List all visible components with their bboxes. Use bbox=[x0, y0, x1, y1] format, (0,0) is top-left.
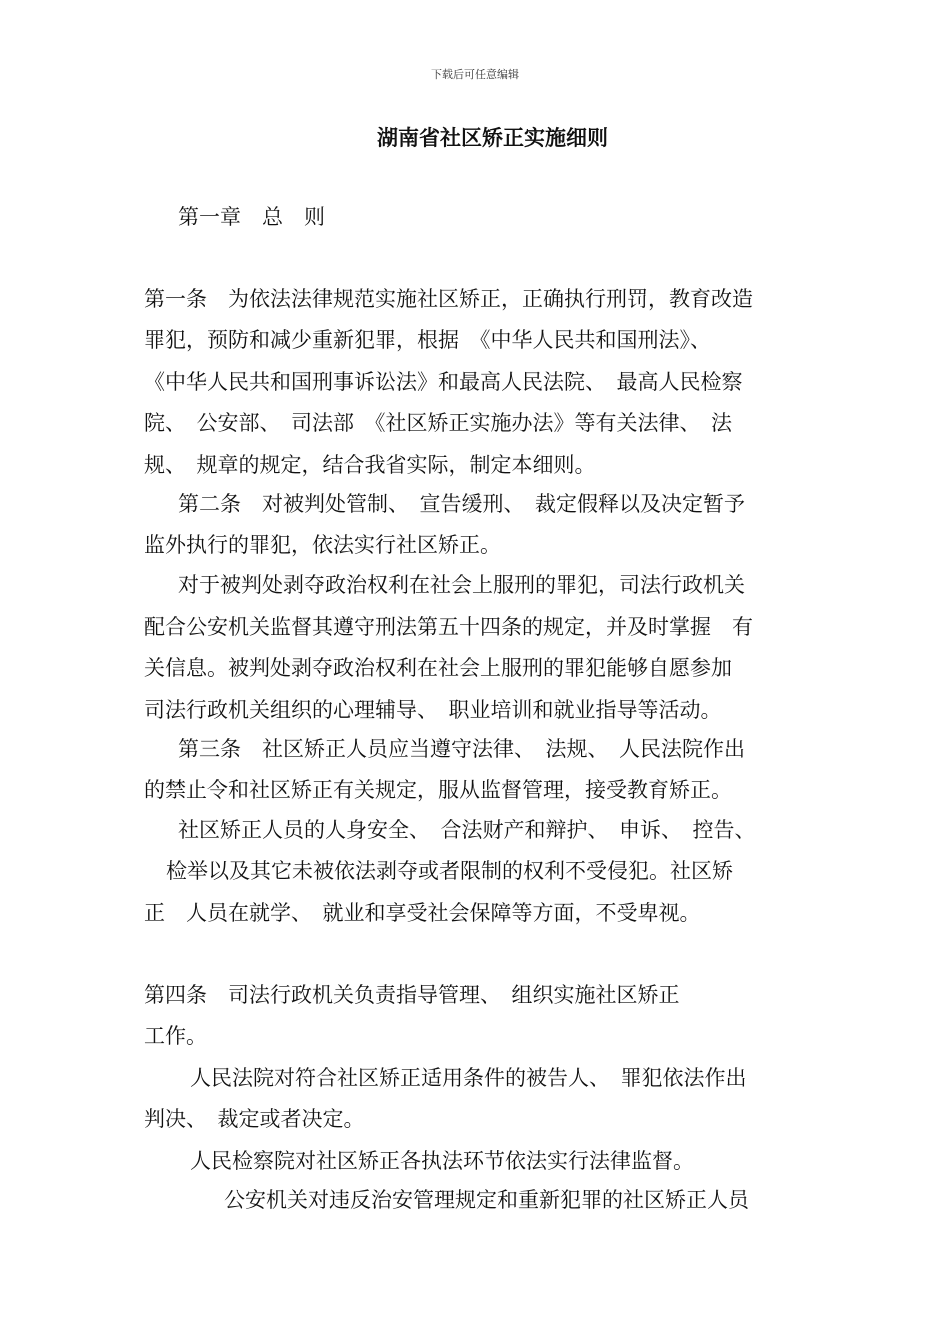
document-title: 湖南省社区矫正实施细则 bbox=[377, 126, 608, 150]
text-line: 判决、 裁定或者决定。 bbox=[144, 1107, 365, 1131]
text-line: 院、 公安部、 司法部 《社区矫正实施办法》等有关法律、 法 bbox=[144, 411, 732, 435]
text-line: 第三条 社区矫正人员应当遵守法律、 法规、 人民法院作出 bbox=[178, 737, 745, 761]
text-line: 第一条 为依法法律规范实施社区矫正，正确执行刑罚，教育改造 bbox=[144, 287, 753, 311]
text-line: 正 人员在就学、 就业和享受社会保障等方面，不受卑视。 bbox=[144, 901, 701, 925]
header-note: 下载后可任意编辑 bbox=[431, 68, 519, 81]
text-line: 的禁止令和社区矫正有关规定，服从监督管理，接受教育矫正。 bbox=[144, 778, 732, 802]
text-line: 罪犯，预防和减少重新犯罪，根据 《中华人民共和国刑法》、 bbox=[144, 328, 711, 352]
text-line: 工作。 bbox=[144, 1024, 207, 1048]
text-line: 规、 规章的规定，结合我省实际，制定本细则。 bbox=[144, 453, 596, 477]
text-line: 监外执行的罪犯，依法实行社区矫正。 bbox=[144, 533, 501, 557]
text-line: 《中华人民共和国刑事诉讼法》和最高人民法院、 最高人民检察 bbox=[144, 370, 743, 394]
text-line: 人民法院对符合社区矫正适用条件的被告人、 罪犯依法作出 bbox=[190, 1066, 747, 1090]
chapter-heading: 第一章 总 则 bbox=[178, 205, 325, 229]
text-line: 第二条 对被判处管制、 宣告缓刑、 裁定假释以及决定暂予 bbox=[178, 492, 745, 516]
text-line: 第四条 司法行政机关负责指导管理、 组织实施社区矫正 bbox=[144, 983, 680, 1007]
text-line: 社区矫正人员的人身安全、 合法财产和辩护、 申诉、 控告、 bbox=[178, 818, 756, 842]
text-line: 人民检察院对社区矫正各执法环节依法实行法律监督。 bbox=[190, 1149, 694, 1173]
text-line: 公安机关对违反治安管理规定和重新犯罪的社区矫正人员 bbox=[224, 1188, 749, 1212]
text-line: 对于被判处剥夺政治权利在社会上服刑的罪犯，司法行政机关 bbox=[178, 573, 745, 597]
text-line: 司法行政机关组织的心理辅导、 职业培训和就业指导等活动。 bbox=[144, 698, 722, 722]
text-line: 关信息。被判处剥夺政治权利在社会上服刑的罪犯能够自愿参加 bbox=[144, 656, 732, 680]
text-line: 配合公安机关监督其遵守刑法第五十四条的规定，并及时掌握 有 bbox=[144, 615, 753, 639]
text-line: 检举以及其它未被依法剥夺或者限制的权利不受侵犯。社区矫 bbox=[166, 859, 733, 883]
